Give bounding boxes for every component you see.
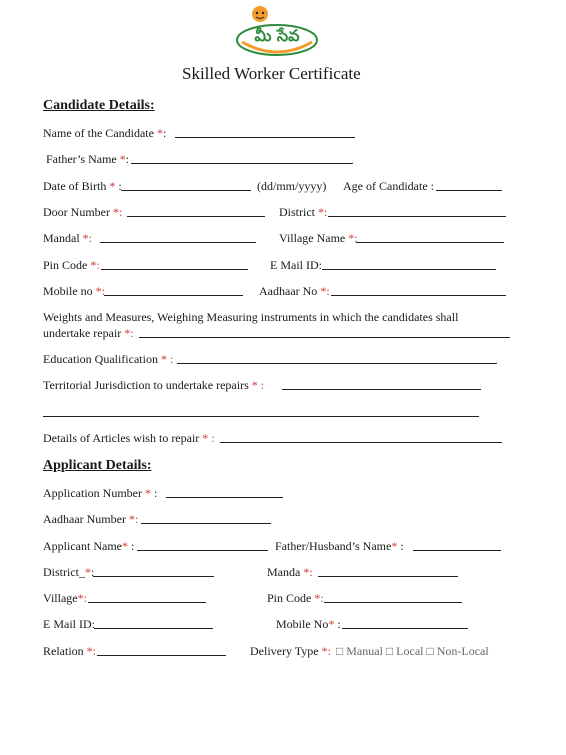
articles-label: Details of Articles wish to repair * : [43,431,215,445]
applicant-name-field[interactable] [137,550,268,551]
aadhaar-field[interactable] [331,295,506,296]
applicant-email-label: E Mail ID: [43,617,95,631]
dob-label: Date of Birth * : [43,179,122,193]
relation-label: Relation *: [43,644,97,658]
territorial-field[interactable] [282,389,481,390]
checkbox-icon[interactable]: □ [336,644,344,658]
applicant-mobile-field[interactable] [342,628,468,629]
mandal-field[interactable] [100,242,256,243]
mandal-label: Mandal *: [43,231,92,245]
aadhaar-label: Aadhaar No *: [259,284,330,298]
weights-measures-label-line2: undertake repair *: [43,326,134,340]
father-husband-field[interactable] [413,550,501,551]
relation-field[interactable] [97,655,226,656]
candidate-name-label: Name of the Candidate *: [43,126,167,140]
door-number-label: Door Number *: [43,205,123,219]
checkbox-icon[interactable]: □ [426,644,434,658]
territorial-field-continuation[interactable] [43,416,479,417]
applicant-pin-field[interactable] [324,602,462,603]
applicant-district-field[interactable] [93,576,214,577]
delivery-option-non-local[interactable]: □ Non-Local [426,644,489,658]
territorial-label: Territorial Jurisdiction to undertake repairs * : [43,378,265,392]
delivery-type-options [336,644,489,659]
applicant-aadhaar-label: Aadhaar Number *: [43,512,139,526]
application-number-label: Application Number * : [43,486,158,500]
articles-field[interactable] [220,442,502,443]
father-name-label: Father’s Name *: [46,152,130,166]
door-number-field[interactable] [127,216,265,217]
applicant-aadhaar-field[interactable] [141,523,271,524]
pin-code-label: Pin Code *: [43,258,100,272]
delivery-option-local[interactable]: □ Local [385,644,424,658]
checkbox-icon[interactable]: □ [385,644,394,658]
village-name-field[interactable] [356,242,504,243]
applicant-name-label: Applicant Name* : [43,539,135,553]
logo-script-text: మీ సేవ [254,26,300,45]
applicant-email-field[interactable] [94,628,213,629]
age-label: Age of Candidate : [343,179,434,193]
father-husband-label: Father/Husband’s Name* : [275,539,404,553]
applicant-district-label: District_*: [43,565,95,579]
district-label: District *: [279,205,328,219]
education-field[interactable] [177,363,497,364]
applicant-mandal-label: Manda *: [267,565,313,579]
pin-code-field[interactable] [101,269,248,270]
father-name-field[interactable] [131,163,353,164]
mobile-field[interactable] [104,295,243,296]
dob-format-hint: (dd/mm/yyyy) [257,179,327,193]
candidate-details-heading: Candidate Details: [43,98,155,113]
applicant-village-field[interactable] [88,602,206,603]
meeseva-logo [232,4,322,56]
dob-field[interactable] [121,190,251,191]
weights-measures-field[interactable] [139,337,510,338]
education-label: Education Qualification * : [43,352,174,366]
delivery-option-manual[interactable]: □ Manual [336,644,383,658]
email-field[interactable] [322,269,496,270]
applicant-pin-label: Pin Code *: [267,591,324,605]
age-field[interactable] [436,190,502,191]
applicant-village-label: Village*: [43,591,87,605]
email-label: E Mail ID: [270,258,322,272]
applicant-details-heading: Applicant Details: [43,458,152,473]
district-field[interactable] [328,216,506,217]
mobile-label: Mobile no *: [43,284,106,298]
application-number-field[interactable] [166,497,283,498]
delivery-type-label: Delivery Type *: [250,644,331,658]
candidate-name-field[interactable] [175,137,355,138]
village-name-label: Village Name *: [279,231,358,245]
applicant-mandal-field[interactable] [318,576,458,577]
page-title: Skilled Worker Certificate [182,64,361,83]
applicant-mobile-label: Mobile No* : [276,617,341,631]
weights-measures-label-line1: Weights and Measures, Weighing Measuring instruments in which the candidates shall [43,310,459,324]
